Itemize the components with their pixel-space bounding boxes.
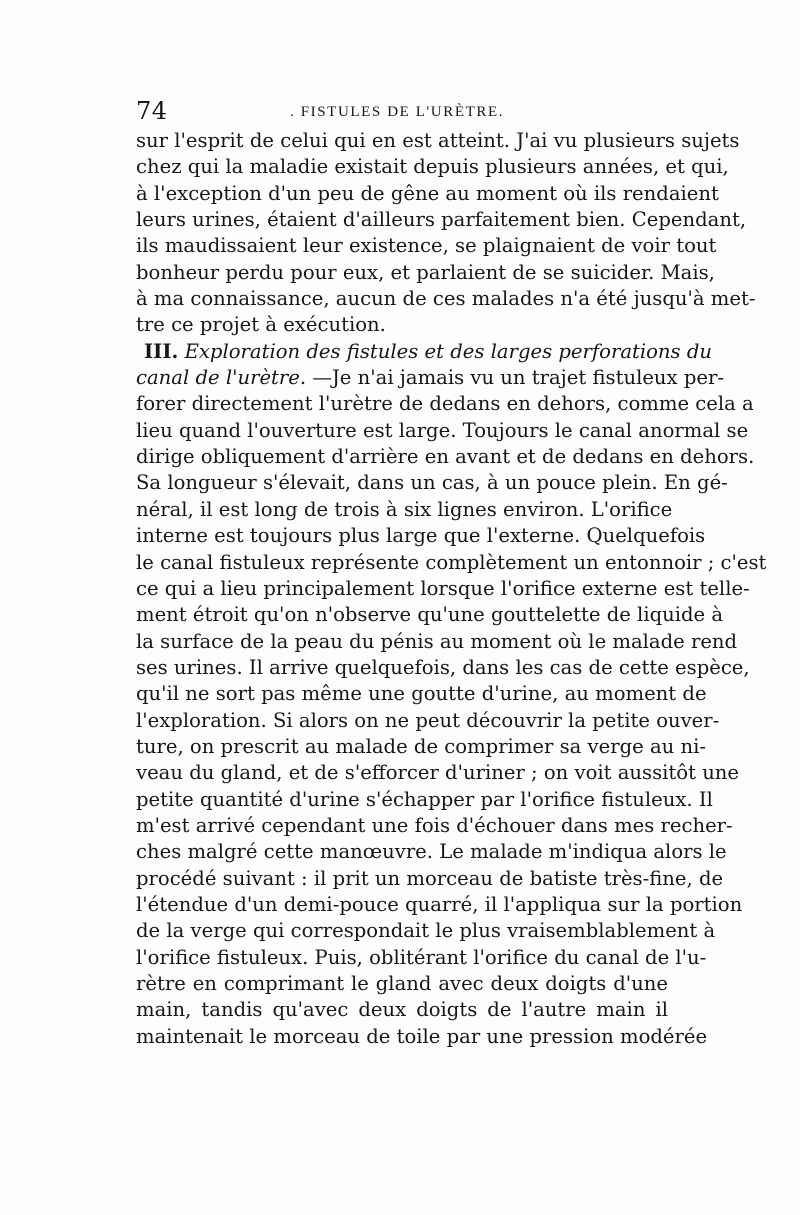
text-line: m'est arrivé cependant une fois d'échouer dans mes recher- xyxy=(136,813,733,837)
section-heading-line xyxy=(136,365,724,391)
text-line: ses urines. Il arrive quelquefois, dans les cas de cette espèce, xyxy=(136,655,750,679)
text-line: sur l'esprit de celui qui en est atteint. J'ai vu plusieurs sujets xyxy=(136,129,740,152)
text-line: leurs urines, étaient d'ailleurs parfaitement bien. Cependant, xyxy=(136,208,747,232)
text-line: procédé suivant : il prit un morceau de batiste très-fine, de xyxy=(136,866,724,890)
section-title-continued: canal de l'urètre. xyxy=(136,366,307,390)
text-line: néral, il est long de trois à six lignes environ. L'orifice xyxy=(136,497,673,521)
text-line: maintenait le morceau de toile par une pression modérée xyxy=(136,1024,708,1048)
page-number: 74 xyxy=(136,97,168,125)
text-line: tre ce projet à exécution. xyxy=(136,313,386,337)
text-line: ils maudissaient leur existence, se plaignaient de voir tout xyxy=(136,234,717,258)
text-line: interne est toujours plus large que l'externe. Quelquefois xyxy=(136,524,706,548)
text-line: l'exploration. Si alors on ne peut découvrir la petite ouver- xyxy=(136,708,720,732)
text-line: l'étendue d'un demi-pouce quarré, il l'appliqua sur la portion xyxy=(136,892,743,916)
text-line: forer directement l'urètre de dedans en dehors, comme cela a xyxy=(136,392,754,416)
section-title: Exploration des fistules et des larges perforations du xyxy=(184,339,712,363)
text-line: petite quantité d'urine s'échapper par l'orifice fistuleux. Il xyxy=(136,787,713,811)
text-line: à ma connaissance, aucun de ces malades n'a été jusqu'à met- xyxy=(136,287,756,311)
running-title: . FISTULES DE L'URÈTRE. xyxy=(290,104,505,120)
section-heading-line xyxy=(136,339,712,365)
text-line: de la verge qui correspondait le plus vraisemblablement à xyxy=(136,919,716,943)
text-line: lieu quand l'ouverture est large. Toujours le canal anormal se xyxy=(136,418,749,442)
text-line: ce qui a lieu principalement lorsque l'orifice externe est telle- xyxy=(136,576,750,600)
text-line: bonheur perdu pour eux, et parlaient de se suicider. Mais, xyxy=(136,260,715,284)
text-line: la surface de la peau du pénis au moment où le malade rend xyxy=(136,629,738,653)
text-line: veau du gland, et de s'efforcer d'uriner ; on voit aussitôt une xyxy=(136,761,740,785)
text-line: qu'il ne sort pas même une goutte d'urine, au moment de xyxy=(136,682,707,706)
text-line: le canal fistuleux représente complètement un entonnoir ; c'est xyxy=(136,550,767,574)
text-line: ment étroit qu'on n'observe qu'une gouttelette de liquide à xyxy=(136,603,724,627)
section-number: III. xyxy=(144,339,179,363)
text-line: à l'exception d'un peu de gêne au moment où ils rendaient xyxy=(136,181,719,205)
running-head xyxy=(136,96,668,126)
text-line: rètre en comprimant le gland avec deux doigts d'une xyxy=(136,972,668,995)
text-line: dirige obliquement d'arrière en avant et de dedans en dehors. xyxy=(136,445,755,469)
body-text xyxy=(136,128,767,1050)
text-line: chez qui la maladie existait depuis plusieurs années, et qui, xyxy=(136,155,729,179)
text-line: ture, on prescrit au malade de comprimer sa verge au ni- xyxy=(136,734,706,758)
text-line: Sa longueur s'élevait, dans un cas, à un pouce plein. En gé- xyxy=(136,471,728,495)
text-line: ches malgré cette manœuvre. Le malade m'indiqua alors le xyxy=(136,840,727,864)
text-line: main, tandis qu'avec deux doigts de l'autre main il xyxy=(136,998,668,1022)
section-first-line-text: —Je n'ai jamais vu un trajet fistuleux per- xyxy=(306,366,724,390)
text-line: l'orifice fistuleux. Puis, oblitérant l'orifice du canal de l'u- xyxy=(136,945,707,969)
